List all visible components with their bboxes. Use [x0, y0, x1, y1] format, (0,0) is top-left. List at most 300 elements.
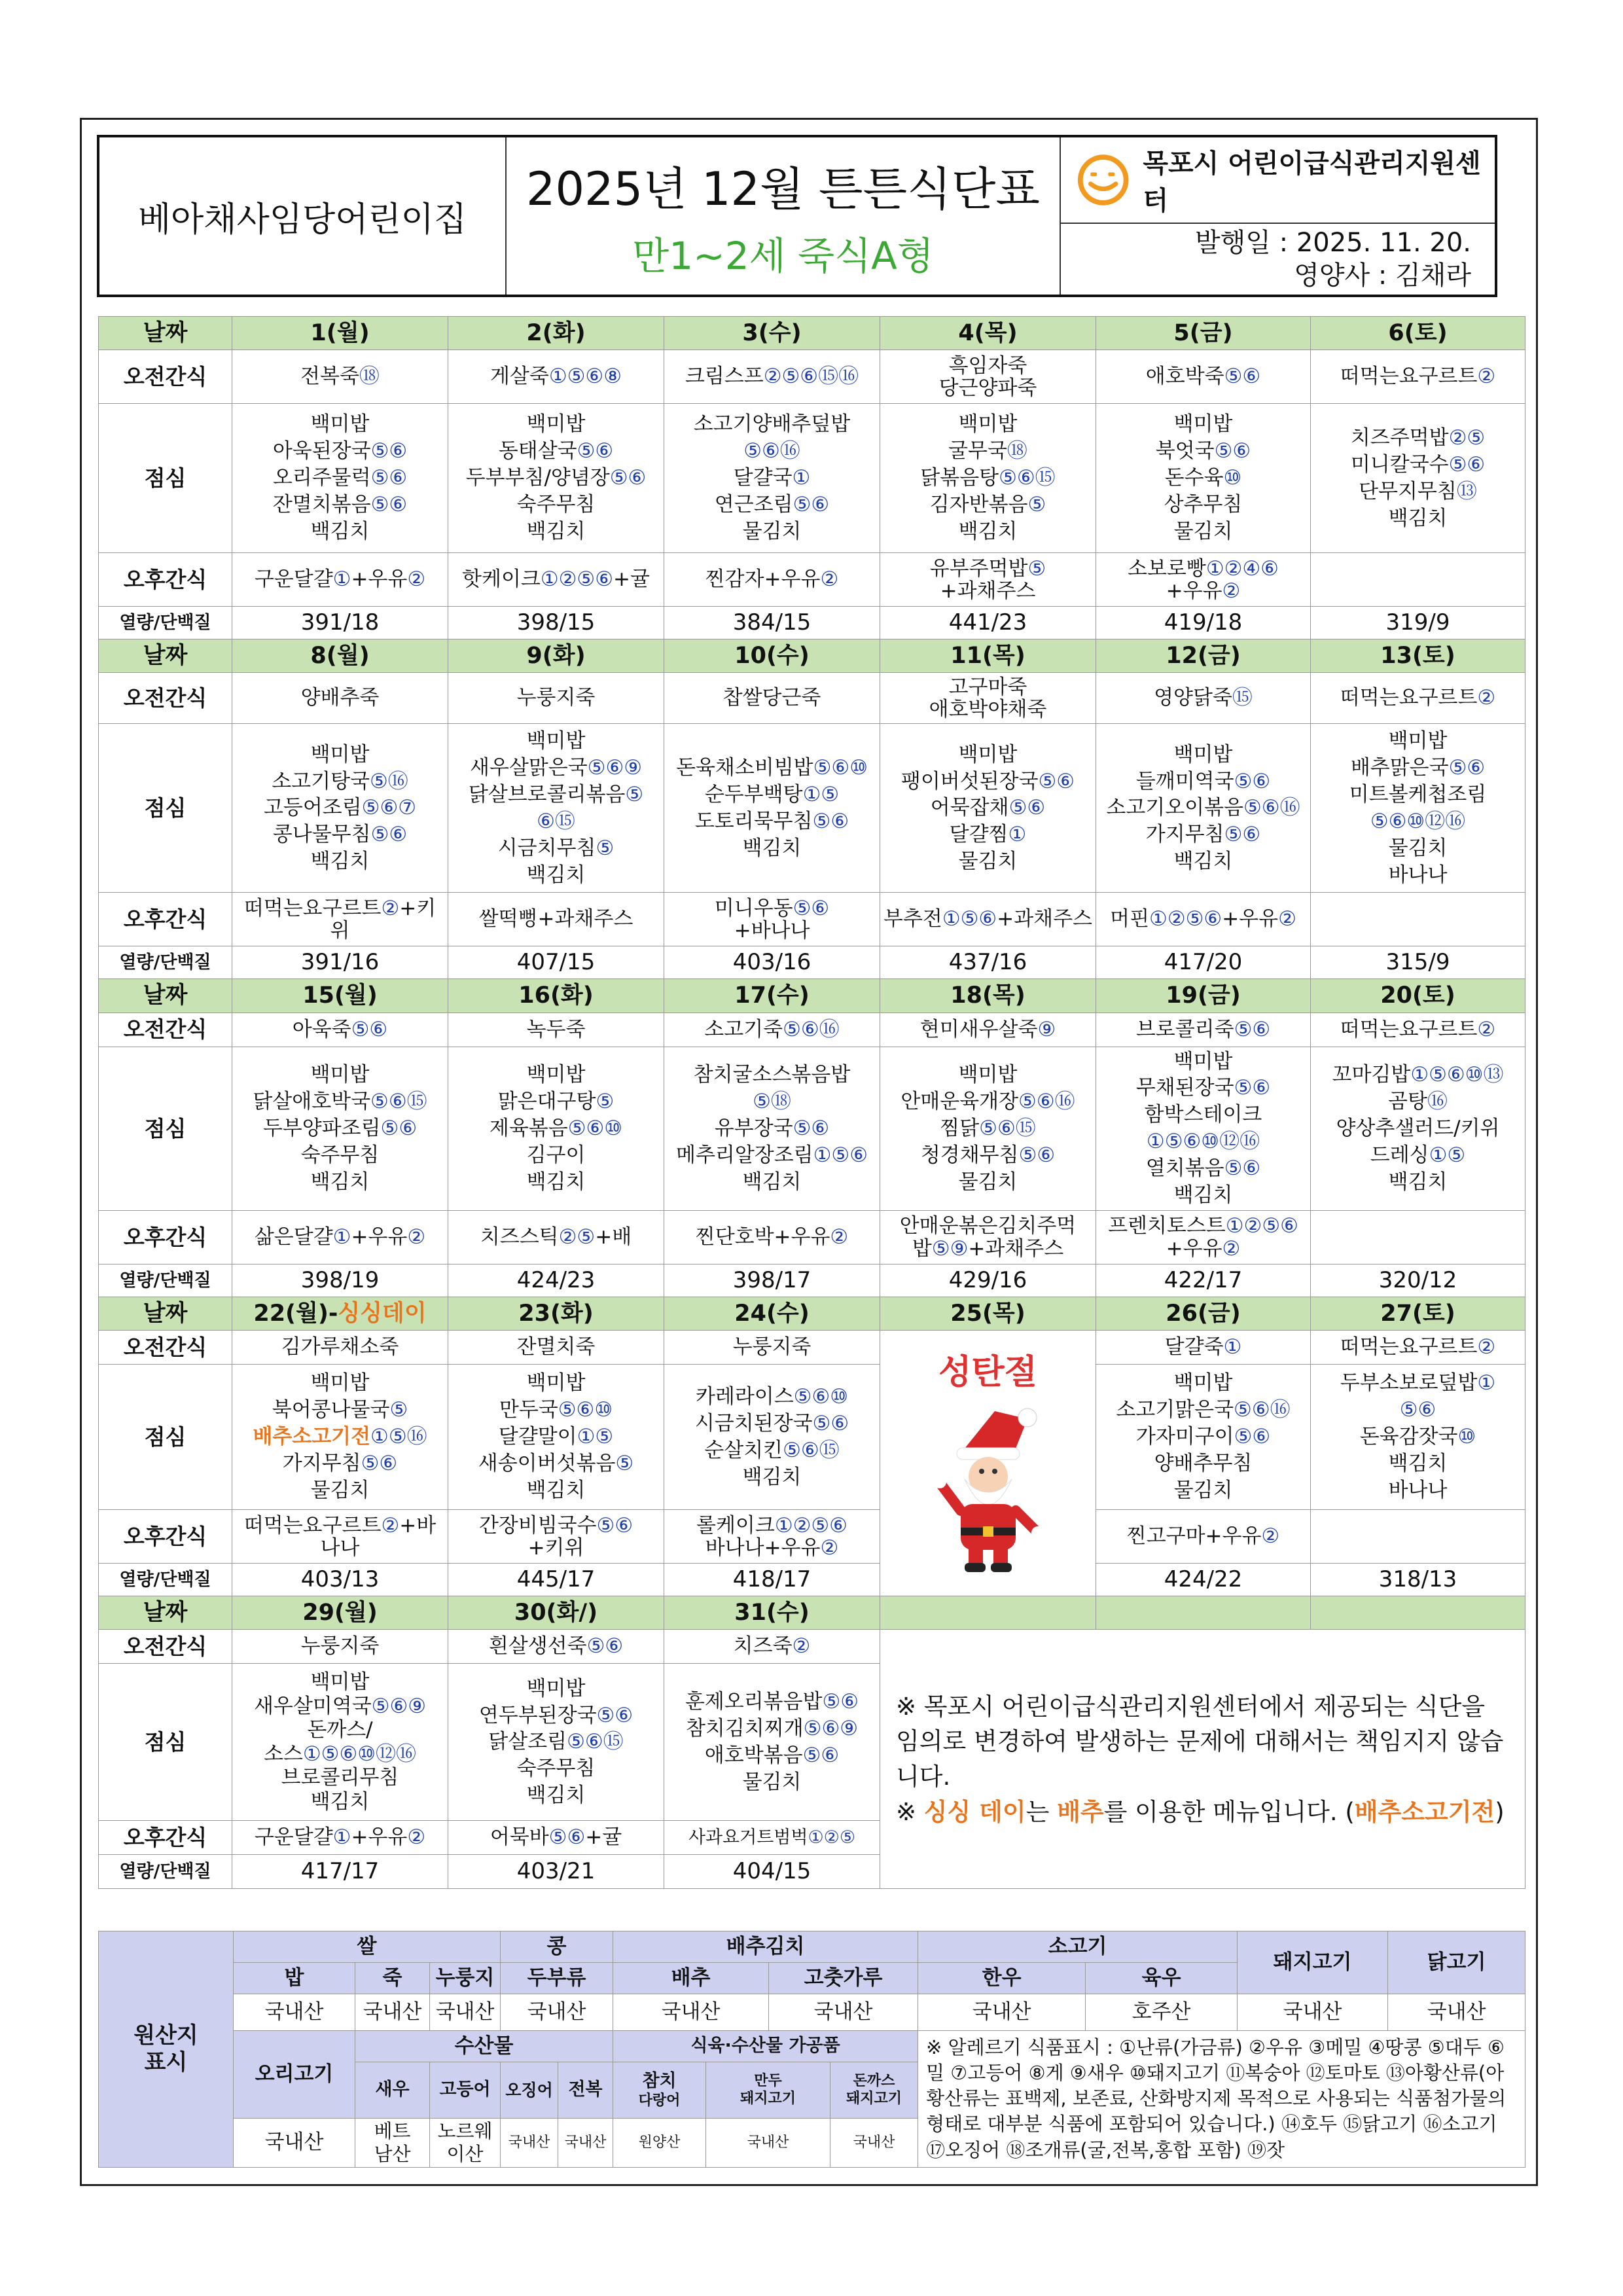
date-cell: 15(월): [232, 979, 448, 1013]
menu-cell: 흑임자죽 당근양파죽: [880, 350, 1096, 404]
menu-cell: 백미밥 북엇국⑤⑥ 돈수육⑩ 상추무침 물김치: [1096, 404, 1311, 553]
menu-cell: 간장비빔국수⑤⑥ +키위: [448, 1510, 664, 1564]
date-cell: [1096, 1596, 1311, 1630]
menu-cell: 머핀①②⑤⑥+우유②: [1096, 893, 1311, 946]
allergy-number: ②: [407, 1225, 426, 1249]
allergy-number: ⑤⑥⑩: [793, 1384, 849, 1408]
allergy-number: ⑯: [1427, 1089, 1448, 1113]
origin-value: 국내산: [918, 1994, 1086, 2031]
allergy-number: ⑤⑥: [793, 1116, 830, 1140]
row-label: 날짜: [99, 979, 232, 1013]
allergy-number: ②: [792, 1634, 811, 1659]
row-label: 점심: [99, 724, 232, 893]
note-text: ): [1495, 1797, 1505, 1826]
origin-value: 원양산: [613, 2119, 706, 2168]
menu-line: 가지무침⑤⑥ 물김치: [282, 1452, 398, 1503]
nutrition-cell: 417/20: [1096, 946, 1311, 979]
nutrition-cell: 441/23: [880, 607, 1096, 639]
pm-snack-row: [99, 893, 1525, 946]
date-cell: 8(월): [232, 639, 448, 673]
nutrition-row: [99, 1265, 1525, 1297]
date-cell: 26(금): [1096, 1297, 1311, 1331]
menu-cell: 아욱죽⑤⑥: [232, 1013, 448, 1047]
menu-cell: 롤케이크①②⑤⑥ 바나나+우유②: [664, 1510, 880, 1564]
allergy-number: ⑤⑥: [1399, 1398, 1436, 1422]
allergy-number: ⑤⑥: [1008, 796, 1046, 820]
allergy-number: ②: [1477, 1017, 1496, 1041]
allergy-number: ⑤⑥: [1448, 452, 1486, 476]
allergy-number: ⑤⑥: [1214, 439, 1251, 463]
date-row: [99, 639, 1525, 673]
page-title: 2025년 12월 튼튼식단표: [526, 162, 1041, 216]
origin-subheader: 고등어: [430, 2062, 501, 2119]
allergy-number: ⑤⑥⑨: [803, 1716, 859, 1740]
date-cell: 20(토): [1311, 979, 1525, 1013]
nutrition-cell: 437/16: [880, 946, 1096, 979]
row-label: 오후간식: [99, 893, 232, 946]
date-cell: [1311, 1596, 1525, 1630]
date-cell: 29(월): [232, 1596, 448, 1630]
menu-cell: 현미새우살죽⑨: [880, 1013, 1096, 1047]
origin-value: 국내산: [1388, 1994, 1525, 2031]
menu-cell: 떠먹는요구르트②: [1311, 673, 1525, 724]
menu-cell: 전복죽⑱: [232, 350, 448, 404]
allergy-number: ⑤⑥: [822, 1690, 859, 1714]
allergy-number: ⑤⑥: [1234, 1425, 1271, 1449]
allergy-number: ①②⑤: [808, 1827, 856, 1848]
menu-cell: 두부소보로덮밥① ⑤⑥ 돈육감잣국⑩ 백김치 바나나: [1311, 1365, 1525, 1510]
date-cell: 5(금): [1096, 317, 1311, 350]
menu-cell: 게살죽①⑤⑥⑧: [448, 350, 664, 404]
origin-subheader: 고춧가루: [769, 1963, 918, 1994]
nutrition-row: [99, 946, 1525, 979]
menu-cell: 미니우동⑤⑥ +바나나: [664, 893, 880, 946]
origin-header: 소고기: [918, 1931, 1238, 1963]
menu-cell: 브로콜리죽⑤⑥: [1096, 1013, 1311, 1047]
origin-header: 돼지고기: [1238, 1931, 1388, 1994]
allergy-number: ①: [1223, 1335, 1242, 1359]
menu-cell: 삶은달걀①+우유②: [232, 1211, 448, 1265]
lunch-row: [99, 1047, 1525, 1210]
menu-cell: 찐감자+우유②: [664, 553, 880, 607]
menu-cell: 흰살생선죽⑤⑥: [448, 1630, 664, 1664]
date-cell: 11(목): [880, 639, 1096, 673]
menu-cell: 부추전①⑤⑥+과채주스: [880, 893, 1096, 946]
menu-cell: 김가루채소죽: [232, 1331, 448, 1365]
allergy-number: ⑮: [1232, 686, 1253, 710]
menu-cell: 백미밥 팽이버섯된장국⑤⑥ 어묵잡채⑤⑥ 달걀찜① 물김치: [880, 724, 1096, 893]
allergy-number: ⑤⑥: [1234, 1076, 1271, 1100]
origin-subheader: 밥: [234, 1963, 355, 1994]
menu-cell: 고구마죽 애호박야채죽: [880, 673, 1096, 724]
page-subtitle: 만1~2세 죽식A형: [632, 233, 934, 278]
smile-logo-icon: [1077, 152, 1130, 207]
allergy-number: ②: [1222, 1236, 1241, 1261]
origin-value: 호주산: [1086, 1994, 1238, 2031]
allergy-number: ⑤⑥: [596, 1513, 633, 1537]
allergy-number: ①②⑤⑥: [1149, 907, 1222, 931]
origin-value: 국내산: [355, 1994, 430, 2031]
menu-cell: 백미밥 아욱된장국⑤⑥ 오리주물럭⑤⑥ 잔멸치볶음⑤⑥ 백김치: [232, 404, 448, 553]
center-name: 베아채사임당어린이집: [99, 137, 507, 295]
origin-value: 국내산: [430, 1994, 501, 2031]
allergy-number: ②: [830, 1225, 849, 1249]
nutrition-cell: 315/9: [1311, 946, 1525, 979]
menu-cell: 달걀죽①: [1096, 1331, 1311, 1365]
allergy-number: ⑩: [1457, 1425, 1476, 1449]
origin-subheader: [613, 2062, 706, 2119]
allergy-number: ⑤⑥⑦: [361, 796, 417, 820]
nutritionist: 영양사 : 김채라: [1294, 260, 1471, 291]
menu-cell: 안매운볶은김치주먹 밥⑤⑨+과채주스: [880, 1211, 1096, 1265]
allergy-number: ②: [1222, 579, 1241, 603]
row-label: 날짜: [99, 317, 232, 350]
origin-subheader-text: 다랑어: [638, 2092, 681, 2109]
menu-cell: 백미밥 소고기맑은국⑤⑥⑯ 가자미구이⑤⑥ 양배추무침 물김치: [1096, 1365, 1311, 1510]
allergy-number: ⑤: [625, 782, 644, 806]
allergy-number: ⑤: [596, 1089, 615, 1113]
allergy-number: ⑤⑥: [1234, 1017, 1271, 1041]
menu-cell: 치즈죽②: [664, 1630, 880, 1664]
allergy-number: ①: [1477, 1371, 1496, 1395]
menu-cell: 쌀떡뻥+과채주스: [448, 893, 664, 946]
origin-subheader: 죽: [355, 1963, 430, 1994]
menu-cell: 찐고구마+우유②: [1096, 1510, 1311, 1564]
allergy-number: ⑤⑥: [577, 439, 614, 463]
menu-cell: 백미밥 무채된장국⑤⑥ 함박스테이크 ①⑤⑥⑩⑫⑯ 열치볶음⑤⑥ 백김치: [1096, 1047, 1311, 1210]
menu-cell: 백미밥 들깨미역국⑤⑥ 소고기오이볶음⑤⑥⑯ 가지무침⑤⑥ 백김치: [1096, 724, 1311, 893]
origin-value: 국내산: [1238, 1994, 1388, 2031]
note-highlight: 배추소고기전: [1354, 1797, 1495, 1826]
origin-value: 노르웨 이산: [430, 2119, 501, 2168]
allergy-number: ⑤⑥: [1018, 1143, 1056, 1167]
origin-subheader: 누룽지: [430, 1963, 501, 1994]
nutrition-cell: 403/16: [664, 946, 880, 979]
origin-subheader: 오징어: [501, 2062, 558, 2119]
nutrition-cell: 422/17: [1096, 1265, 1311, 1297]
menu-cell: 프렌치토스트①②⑤⑥ +우유②: [1096, 1211, 1311, 1265]
menu-table: [98, 316, 1525, 1889]
row-label: 오전간식: [99, 673, 232, 724]
allergy-number: ⑤⑥: [1224, 365, 1261, 389]
allergy-number: ②⑤⑥⑮⑯: [763, 365, 859, 389]
menu-cell: 백미밥 맑은대구탕⑤ 제육볶음⑤⑥⑩ 김구이 백김치: [448, 1047, 664, 1210]
allergy-number: ⑤⑥⑩: [813, 756, 868, 780]
allergy-number: ⑤⑥: [812, 1411, 849, 1435]
menu-cell: 구운달걀①+우유②: [232, 1821, 448, 1855]
allergy-number: ②: [381, 1513, 400, 1537]
allergy-number: ⑤⑨: [931, 1236, 969, 1261]
allergy-number: ⑤: [615, 1452, 634, 1476]
allergy-number: ⑤⑥⑮: [567, 1730, 624, 1754]
allergy-number: ①: [792, 466, 811, 490]
origin-value: 국내산: [234, 2119, 355, 2168]
am-snack-row: [99, 1013, 1525, 1047]
allergy-number: ①: [332, 1225, 351, 1249]
date-cell: [232, 1297, 448, 1331]
allergy-number: ⑤⑥: [802, 1743, 840, 1767]
allergy-number: ⑤⑥⑮: [999, 466, 1056, 490]
menu-cell: 참치굴소스볶음밥 ⑤⑱ 유부장국⑤⑥ 메추리알장조림①⑤⑥ 백김치: [664, 1047, 880, 1210]
row-label: 오전간식: [99, 350, 232, 404]
date-cell: 3(수): [664, 317, 880, 350]
menu-cell: 떠먹는요구르트②: [1311, 1331, 1525, 1365]
date-row: [99, 1596, 1525, 1630]
allergy-number: ⑤⑥: [370, 439, 408, 463]
allergy-number: ⑥⑮: [537, 809, 575, 833]
menu-cell: 찐단호박+우유②: [664, 1211, 880, 1265]
origin-value: 국내산: [234, 1994, 355, 2031]
allergy-number: ①⑤⑥⑩⑬: [1410, 1063, 1504, 1087]
row-label: 열량/단백질: [99, 607, 232, 639]
origin-header: 콩: [501, 1931, 613, 1963]
allergy-number: ⑤⑥⑮: [783, 1438, 840, 1462]
menu-cell: 떠먹는요구르트②+키 위: [232, 893, 448, 946]
date-row: [99, 979, 1525, 1013]
allergy-number: ①⑤: [577, 1425, 614, 1449]
menu-cell: 카레라이스⑤⑥⑩ 시금치된장국⑤⑥ 순살치킨⑤⑥⑮ 백김치: [664, 1365, 880, 1510]
menu-cell: 떠먹는요구르트②: [1311, 350, 1525, 404]
origin-header: 닭고기: [1388, 1931, 1525, 1994]
am-snack-row: [99, 673, 1525, 724]
nutrition-cell: 398/19: [232, 1265, 448, 1297]
allergy-number: ⑤⑥: [548, 1825, 586, 1850]
allergy-number: ①⑤: [1429, 1143, 1466, 1167]
menu-cell: 떠먹는요구르트②+바 나나: [232, 1510, 448, 1564]
allergy-number: ⑨: [1037, 1017, 1056, 1041]
menu-header: [97, 135, 1497, 297]
nutrition-cell: 391/16: [232, 946, 448, 979]
allergy-number: ⑤: [596, 836, 615, 860]
row-label: 오전간식: [99, 1630, 232, 1664]
allergy-number: ②: [1477, 686, 1496, 710]
menu-cell: 백미밥 새우살맑은국⑤⑥⑨ 닭살브로콜리볶음⑤ ⑥⑮ 시금치무침⑤ 백김치: [448, 724, 664, 893]
nutrition-cell: 424/22: [1096, 1564, 1311, 1596]
nutrition-cell: 418/17: [664, 1564, 880, 1596]
nutrition-cell: 404/15: [664, 1855, 880, 1889]
publisher: [1061, 137, 1495, 224]
menu-cell: 소보로빵①②④⑥ +우유②: [1096, 553, 1311, 607]
menu-cell: 크림스프②⑤⑥⑮⑯: [664, 350, 880, 404]
allergy-number: ⑱: [1007, 439, 1027, 463]
date-cell: 2(화): [448, 317, 664, 350]
row-label: 열량/단백질: [99, 1265, 232, 1297]
allergy-number: ②⑤: [558, 1225, 596, 1249]
origin-subheader: 전복: [558, 2062, 613, 2119]
date-cell: 4(목): [880, 317, 1096, 350]
am-snack-row: [99, 1331, 1525, 1365]
allergy-number: ⑤⑥⑮: [979, 1116, 1036, 1140]
origin-header: 오리고기: [234, 2031, 355, 2119]
allergy-number: ⑤⑱: [753, 1089, 791, 1113]
row-label: 오후간식: [99, 1211, 232, 1265]
origin-subheader: 새우: [355, 2062, 430, 2119]
date-cell: 24(수): [664, 1297, 880, 1331]
origin-subheader: 두부류: [501, 1963, 613, 1994]
row-label: 점심: [99, 1664, 232, 1821]
christmas-label: 성탄절: [938, 1353, 1037, 1393]
allergy-number: ②: [820, 1535, 839, 1560]
nutrition-cell: 417/17: [232, 1855, 448, 1889]
allergy-number: ⑤⑥: [793, 896, 830, 920]
allergy-number: ⑤⑥⑨: [587, 756, 643, 780]
am-snack-row: [99, 350, 1525, 404]
lunch-row: [99, 724, 1525, 893]
date-cell: 12(금): [1096, 639, 1311, 673]
allergy-number: ②: [820, 567, 839, 592]
nutrition-cell: 391/18: [232, 607, 448, 639]
origin-value: 국내산: [501, 2119, 558, 2168]
santa-icon: [923, 1406, 1054, 1576]
disclaimer-text: ※ 목포시 어린이급식관리지원센터에서 제공되는 식단을 임의로 변경하여 발생하는 문제에 대해서는 책임지지 않습니다.: [896, 1692, 1504, 1791]
origin-subheader-text: 만두: [754, 2073, 782, 2090]
row-label: 오후간식: [99, 553, 232, 607]
allergy-number: ⑱: [359, 365, 380, 389]
nutrition-cell: 403/13: [232, 1564, 448, 1596]
menu-cell: 구운달걀①+우유②: [232, 553, 448, 607]
menu-cell: 치즈스틱②⑤+배: [448, 1211, 664, 1265]
nutrition-cell: 403/21: [448, 1855, 664, 1889]
allergy-number: ⑤: [389, 1398, 408, 1422]
nutrition-cell: 320/12: [1311, 1265, 1525, 1297]
origin-table: [98, 1931, 1525, 2168]
date-row: [99, 317, 1525, 350]
date-cell: 10(수): [664, 639, 880, 673]
date-cell: 9(화): [448, 639, 664, 673]
origin-header: 배추김치: [613, 1931, 918, 1963]
allergy-number: ①⑤⑥⑩⑫⑯: [302, 1742, 417, 1766]
menu-cell: 찹쌀당근죽: [664, 673, 880, 724]
allergy-number: ⑤⑥: [812, 809, 849, 833]
origin-header: 쌀: [234, 1931, 501, 1963]
lunch-row: [99, 1365, 1525, 1510]
menu-cell: 녹두죽: [448, 1013, 664, 1047]
allergy-number: ⑤⑥⑩: [567, 1116, 623, 1140]
menu-cell: 치즈주먹밥②⑤ 미니칼국수⑤⑥ 단무지무침⑬ 백김치: [1311, 404, 1525, 553]
allergy-number: ②: [1477, 365, 1496, 389]
title-block: [507, 137, 1061, 295]
allergy-number: ⑬: [1456, 479, 1477, 503]
menu-cell: 백미밥 닭살애호박국⑤⑥⑮ 두부양파조림⑤⑥ 숙주무침 백김치: [232, 1047, 448, 1210]
menu-cell: 백미밥 연두부된장국⑤⑥ 닭살조림⑤⑥⑮ 숙주무침 백김치: [448, 1664, 664, 1821]
menu-cell: [232, 1365, 448, 1510]
allergy-number: ⑤⑥: [1224, 1157, 1261, 1181]
nutrition-cell: 398/17: [664, 1265, 880, 1297]
allergy-number: ⑤⑥⑯: [783, 1017, 840, 1041]
origin-subheader-text: 돼지고기: [846, 2090, 902, 2107]
allergy-number: ②: [1477, 1335, 1496, 1359]
row-label: 오후간식: [99, 1821, 232, 1855]
date-cell: 17(수): [664, 979, 880, 1013]
origin-subheader-text: 돼지고기: [740, 2090, 796, 2107]
allergy-number: ⑤⑥⑯: [1234, 1398, 1291, 1422]
date-cell: 16(화): [448, 979, 664, 1013]
allergy-number: ⑤⑥: [1234, 769, 1271, 793]
menu-line: 북어콩나물국⑤: [272, 1398, 408, 1422]
date-cell: 25(목): [880, 1297, 1096, 1331]
pm-snack-row: [99, 1211, 1525, 1265]
issue-info: [1061, 224, 1495, 295]
publisher-block: [1061, 137, 1495, 295]
allergy-number: ⑤⑥: [380, 1116, 418, 1140]
allergy-number: ①②⑤⑥: [774, 1513, 847, 1537]
date-cell: 27(토): [1311, 1297, 1525, 1331]
menu-cell: 누룽지죽: [664, 1331, 880, 1365]
menu-cell: 어묵바⑤⑥+귤: [448, 1821, 664, 1855]
nutrition-cell: 384/15: [664, 607, 880, 639]
row-label: 열량/단백질: [99, 1855, 232, 1889]
menu-line: 백미밥: [310, 1371, 370, 1395]
fresh-day-menu: 배추소고기전: [253, 1425, 371, 1449]
allergy-number: ⑤⑥⑯: [1243, 796, 1300, 820]
date-cell: 1(월): [232, 317, 448, 350]
menu-cell: 누룽지죽: [448, 673, 664, 724]
nutrition-cell: 445/17: [448, 1564, 664, 1596]
note-text: ※: [896, 1797, 924, 1826]
allergy-number: ⑤⑥: [586, 1634, 624, 1659]
row-label: 오전간식: [99, 1331, 232, 1365]
allergy-number: ①②⑤⑥: [540, 567, 614, 592]
issue-date: 발행일 : 2025. 11. 20.: [1195, 228, 1471, 258]
origin-value: 베트 남산: [355, 2119, 430, 2168]
menu-cell: [1311, 1510, 1525, 1564]
fresh-day-badge: 싱싱데이: [338, 1300, 427, 1327]
menu-cell: 양배추죽: [232, 673, 448, 724]
allergy-number: ⑤⑥: [596, 1703, 633, 1727]
nutrition-cell: 398/15: [448, 607, 664, 639]
row-label: 날짜: [99, 639, 232, 673]
nutrition-cell: 407/15: [448, 946, 664, 979]
nutrition-cell: 419/18: [1096, 607, 1311, 639]
allergy-number: ⑤⑥⑯: [1018, 1089, 1075, 1113]
menu-cell: 핫케이크①②⑤⑥+귤: [448, 553, 664, 607]
origin-value: 국내산: [830, 2119, 918, 2168]
allergy-number: ①⑤: [802, 782, 840, 806]
date-cell: 6(토): [1311, 317, 1525, 350]
allergy-number: ②: [1261, 1524, 1280, 1549]
pm-snack-row: [99, 553, 1525, 607]
allergy-number: ①⑤⑥⑧: [548, 365, 622, 389]
menu-cell: 백미밥 새우살미역국⑤⑥⑨ 돈까스/ 소스①⑤⑥⑩⑫⑯ 브로콜리무침 백김치: [232, 1664, 448, 1821]
origin-subheader: [706, 2062, 830, 2119]
origin-subheader-text: 돈까스: [853, 2073, 895, 2090]
menu-cell: [1311, 1211, 1525, 1265]
allergy-number: ⑤⑥: [351, 1017, 388, 1041]
nutrition-cell: 319/9: [1311, 607, 1525, 639]
note-text: 는: [1026, 1797, 1058, 1826]
note-text: 를 이용한 메뉴입니다. (: [1103, 1797, 1355, 1826]
allergy-number: ②: [407, 567, 426, 592]
origin-value: 국내산: [501, 1994, 613, 2031]
date-cell: 13(토): [1311, 639, 1525, 673]
allergy-number: ⑤⑥⑩: [558, 1398, 613, 1422]
allergy-number: ②⑤: [1448, 425, 1486, 450]
menu-line: [235, 1424, 445, 1450]
date-cell: 23(화): [448, 1297, 664, 1331]
menu-cell: 백미밥 안매운육개장⑤⑥⑯ 찜닭⑤⑥⑮ 청경채무침⑤⑥ 물김치: [880, 1047, 1096, 1210]
pm-snack-row: [99, 1510, 1525, 1564]
allergy-number: ②: [407, 1825, 426, 1850]
allergy-number: ⑤⑥⑩⑫⑯: [1370, 809, 1466, 833]
menu-cell: 백미밥 소고기탕국⑤⑯ 고등어조림⑤⑥⑦ 콩나물무침⑤⑥ 백김치: [232, 724, 448, 893]
origin-value: 국내산: [613, 1994, 769, 2031]
origin-header: 수산물: [355, 2031, 613, 2062]
allergy-number: ⑤⑥: [370, 823, 408, 847]
menu-cell: 애호박죽⑤⑥: [1096, 350, 1311, 404]
row-label: 점심: [99, 1047, 232, 1210]
allergy-number: ⑤⑥: [793, 493, 830, 517]
origin-subheader-text: 참치: [642, 2071, 677, 2092]
